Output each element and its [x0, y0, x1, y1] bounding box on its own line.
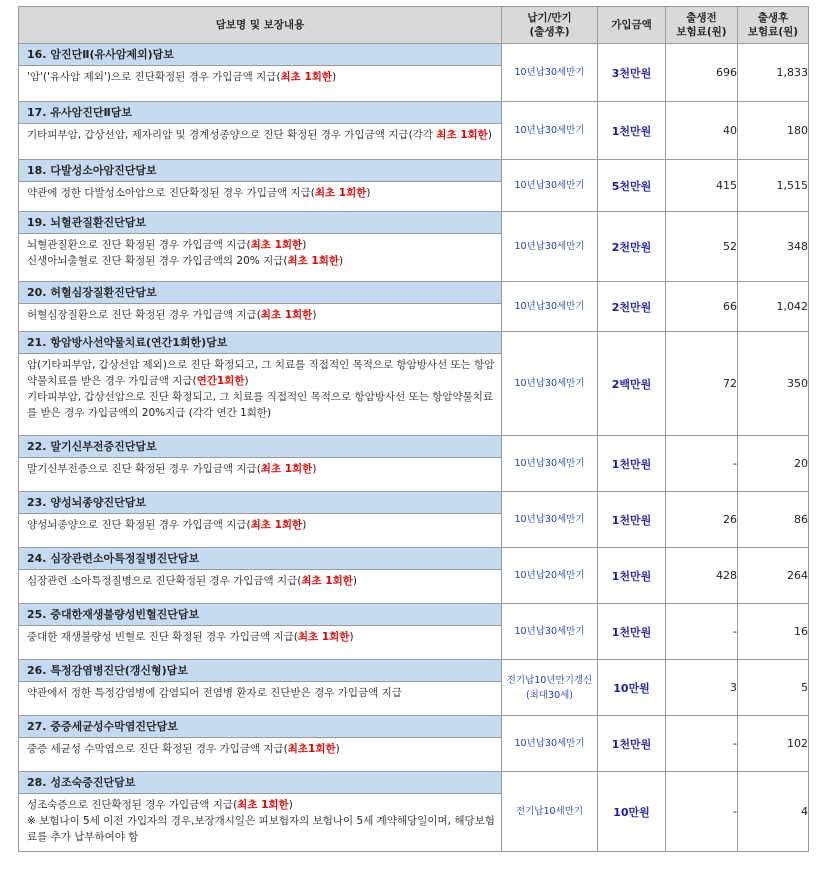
limit-highlight: 최초 1회한: [301, 575, 353, 587]
premium-before-birth: -: [666, 772, 738, 852]
coverage-description: [19, 234, 501, 272]
premium-after-birth: 1,833: [738, 44, 809, 102]
coverage-item: [19, 436, 502, 492]
premium-after-birth: 180: [738, 102, 809, 160]
premium-after-birth: 86: [738, 492, 809, 548]
coverage-description: [19, 738, 501, 760]
premium-before-birth: 3: [666, 660, 738, 716]
coverage-amount: 1천만원: [598, 548, 666, 604]
description-text: 기타피부암, 갑상선암으로 진단 확정되고, 그 치료를 직접적인 목적으로 항암방사선 또는 항암약물치료를 받은 경우 가입금액의 20%지급 (각각 연간 1회한): [27, 391, 494, 419]
limit-highlight: 최초 1회한: [297, 631, 350, 643]
payment-period: 10년납30세만기: [502, 212, 598, 282]
premium-after-birth: 102: [738, 716, 809, 772]
description-text: 성조숙증으로 진단확정된 경우 가입금액 지급(: [27, 799, 238, 811]
coverage-amount: 1천만원: [598, 716, 666, 772]
limit-highlight: 최초 1회한: [260, 463, 313, 475]
premium-after-birth: 4: [738, 772, 809, 852]
coverage-title: 26. 특정감염병진단(갱신형)담보: [19, 660, 501, 682]
header-period: [502, 7, 598, 44]
coverage-title: 28. 성조숙증진단담보: [19, 772, 501, 794]
description-line: [27, 573, 495, 589]
description-text: 약관에 정한 다발성소아암으로 진단확정된 경우 가입금액 지급(: [27, 187, 315, 199]
description-text: ): [244, 375, 249, 387]
coverage-item: [19, 548, 502, 604]
coverage-description: [19, 682, 501, 704]
description-line: [27, 69, 495, 85]
description-text: 허혈심장질환으로 진단 확정된 경우 가입금액 지급(: [27, 309, 261, 321]
limit-highlight: 최초 1회한: [436, 129, 488, 141]
coverage-description: [19, 124, 501, 146]
coverage-item: [19, 772, 502, 852]
coverage-title: 21. 항암방사선약물치료(연간1회한)담보: [19, 332, 501, 354]
description-line: [27, 357, 495, 389]
table-row: [19, 604, 809, 660]
coverage-title: 18. 다발성소아암진단담보: [19, 160, 501, 182]
description-line: [27, 741, 495, 757]
table-row: [19, 212, 809, 282]
table-row: [19, 436, 809, 492]
description-line: [27, 185, 495, 201]
coverage-amount: 2천만원: [598, 282, 666, 332]
description-text: ): [335, 743, 340, 755]
premium-after-birth: 1,515: [738, 160, 809, 212]
coverage-amount: 10만원: [598, 660, 666, 716]
description-line: [27, 237, 495, 253]
coverage-amount: 3천만원: [598, 44, 666, 102]
coverage-amount: 2천만원: [598, 212, 666, 282]
limit-highlight: 최초 1회한: [314, 187, 367, 199]
premium-before-birth: -: [666, 716, 738, 772]
coverage-description: [19, 626, 501, 648]
coverage-item: [19, 102, 502, 160]
premium-after-birth: 1,042: [738, 282, 809, 332]
premium-before-birth: 696: [666, 44, 738, 102]
description-text: 중증 세균성 수막염으로 진단 확정된 경우 가입금액 지급(: [27, 743, 288, 755]
description-line: [27, 797, 495, 813]
table-row: [19, 160, 809, 212]
coverage-title: 17. 유사암진단Ⅱ담보: [19, 102, 501, 124]
header-item: 담보명 및 보장내용: [19, 7, 502, 44]
premium-before-birth: 66: [666, 282, 738, 332]
table-body: [19, 44, 809, 852]
premium-before-birth: -: [666, 436, 738, 492]
header-premium-after: [738, 7, 809, 44]
description-text: ): [288, 799, 293, 811]
premium-after-birth: 350: [738, 332, 809, 436]
payment-period: 10년납30세만기: [502, 160, 598, 212]
description-text: 암(기타피부암, 갑상선암 제외)으로 진단 확정되고, 그 치료를 직접적인 목적으로 항암방사선 또는 항암약물치료를 받은 경우 가입금액 지급(: [27, 359, 495, 387]
header-after-text: 출생후 보험료(원): [747, 12, 799, 38]
coverage-title: 22. 말기신부전증진단담보: [19, 436, 501, 458]
premium-before-birth: 52: [666, 212, 738, 282]
coverage-item: [19, 332, 502, 436]
premium-after-birth: 20: [738, 436, 809, 492]
coverage-amount: 2백만원: [598, 332, 666, 436]
premium-after-birth: 5: [738, 660, 809, 716]
description-text: ): [332, 71, 337, 83]
table-row: [19, 332, 809, 436]
description-text: ): [312, 463, 317, 475]
description-text: ): [312, 309, 317, 321]
coverage-description: [19, 304, 501, 326]
coverage-item: [19, 44, 502, 102]
payment-period: 10년납30세만기: [502, 716, 598, 772]
payment-period: 10년납30세만기: [502, 604, 598, 660]
limit-highlight: 최초 1회한: [237, 799, 289, 811]
payment-period: 10년납30세만기: [502, 332, 598, 436]
coverage-title: 27. 중증세균성수막염진단담보: [19, 716, 501, 738]
coverage-item: [19, 160, 502, 212]
coverage-title: 19. 뇌혈관질환진단담보: [19, 212, 501, 234]
description-line: [27, 517, 495, 533]
premium-before-birth: 415: [666, 160, 738, 212]
coverage-description: [19, 514, 501, 536]
coverage-description: [19, 354, 501, 424]
table-row: [19, 772, 809, 852]
coverage-title: 16. 암진단Ⅱ(유사암제외)담보: [19, 44, 501, 66]
coverage-description: [19, 458, 501, 480]
coverage-item: [19, 492, 502, 548]
coverage-item: [19, 212, 502, 282]
coverage-item: [19, 282, 502, 332]
description-text: ): [352, 575, 358, 587]
description-line: [27, 389, 495, 421]
payment-period: 10년납30세만기: [502, 436, 598, 492]
table-row: [19, 102, 809, 160]
premium-before-birth: 40: [666, 102, 738, 160]
coverage-description: [19, 794, 501, 848]
limit-highlight: 최초 1회한: [260, 309, 313, 321]
description-line: [27, 461, 495, 477]
description-text: 중대한 재생불량성 빈혈로 진단 확정된 경우 가입금액 지급(: [27, 631, 298, 643]
description-text: 약관에서 정한 특정감염병에 감염되어 전염병 환자로 진단받은 경우 가입금액 지급: [27, 687, 402, 699]
description-text: ): [487, 129, 492, 141]
payment-period: 전기납10세만기: [502, 772, 598, 852]
premium-before-birth: 428: [666, 548, 738, 604]
description-text: 양성뇌종양으로 진단 확정된 경우 가입금액 지급(: [27, 519, 251, 531]
coverage-table: [18, 6, 809, 852]
table-row: [19, 660, 809, 716]
description-text: 기타피부암, 갑상선암, 제자리암 및 경계성종양으로 진단 확정된 경우 가입금액 지급(각각: [27, 129, 437, 141]
coverage-amount: 1천만원: [598, 436, 666, 492]
table-row: [19, 548, 809, 604]
description-line: [27, 685, 495, 701]
coverage-item: [19, 604, 502, 660]
premium-before-birth: -: [666, 604, 738, 660]
limit-highlight: 최초 1회한: [280, 71, 333, 83]
payment-period: 10년납30세만기: [502, 492, 598, 548]
coverage-title: 24. 심장관련소아특정질병진단담보: [19, 548, 501, 570]
coverage-item: [19, 660, 502, 716]
limit-highlight: 최초 1회한: [287, 255, 340, 267]
description-text: 말기신부전증으로 진단 확정된 경우 가입금액 지급(: [27, 463, 261, 475]
description-line: [27, 629, 495, 645]
payment-period: 10년납30세만기: [502, 102, 598, 160]
coverage-item: [19, 716, 502, 772]
payment-period: 10년납30세만기: [502, 44, 598, 102]
premium-after-birth: 264: [738, 548, 809, 604]
header-period-text: 납기/만기 (출생후): [527, 12, 572, 38]
header-before-text: 출생전 보험료(원): [676, 12, 727, 38]
description-text: ※ 보험나이 5세 이전 가입자의 경우,보장개시일은 피보험자의 보험나이 5세 계약해당일이며, 해당보험료를 추가 납부하여야 함: [27, 815, 495, 843]
payment-period: 전기납10년만기갱신(최대30세): [502, 660, 598, 716]
coverage-description: [19, 570, 501, 592]
header-premium-before: [666, 7, 738, 44]
coverage-description: [19, 182, 501, 204]
description-line: [27, 253, 495, 269]
coverage-title: 25. 중대한재생불량성빈혈진단담보: [19, 604, 501, 626]
coverage-amount: 10만원: [598, 772, 666, 852]
table-row: [19, 716, 809, 772]
description-text: ): [339, 255, 344, 267]
limit-highlight: 연간1회한: [196, 375, 245, 387]
coverage-amount: 1천만원: [598, 604, 666, 660]
description-line: [27, 813, 495, 845]
premium-after-birth: 348: [738, 212, 809, 282]
description-text: ): [302, 239, 307, 251]
payment-period: 10년납30세만기: [502, 282, 598, 332]
header-amount: 가입금액: [598, 7, 666, 44]
description-text: 신생아뇌출혈로 진단 확정된 경우 가입금액의 20% 지급(: [27, 255, 288, 267]
description-text: 심장관련 소아특정질병으로 진단확정된 경우 가입금액 지급(: [27, 575, 302, 587]
description-text: ): [366, 187, 371, 199]
premium-before-birth: 26: [666, 492, 738, 548]
coverage-title: 20. 허혈심장질환진단담보: [19, 282, 501, 304]
coverage-amount: 5천만원: [598, 160, 666, 212]
description-text: ): [302, 519, 307, 531]
premium-before-birth: 72: [666, 332, 738, 436]
limit-highlight: 최초1회한: [287, 743, 336, 755]
payment-period: 10년납20세만기: [502, 548, 598, 604]
table-row: [19, 492, 809, 548]
limit-highlight: 최초 1회한: [250, 239, 303, 251]
coverage-amount: 1천만원: [598, 492, 666, 548]
description-text: '암'('유사암 제외')으로 진단확정된 경우 가입금액 지급(: [27, 71, 281, 83]
limit-highlight: 최초 1회한: [250, 519, 303, 531]
description-text: 뇌혈관질환으로 진단 확정된 경우 가입금액 지급(: [27, 239, 251, 251]
description-text: ): [349, 631, 354, 643]
table-header: [19, 7, 809, 44]
description-line: [27, 127, 495, 143]
coverage-description: [19, 66, 501, 88]
table-row: [19, 282, 809, 332]
table-row: [19, 44, 809, 102]
description-line: [27, 307, 495, 323]
premium-after-birth: 16: [738, 604, 809, 660]
coverage-amount: 1천만원: [598, 102, 666, 160]
coverage-title: 23. 양성뇌종양진단담보: [19, 492, 501, 514]
